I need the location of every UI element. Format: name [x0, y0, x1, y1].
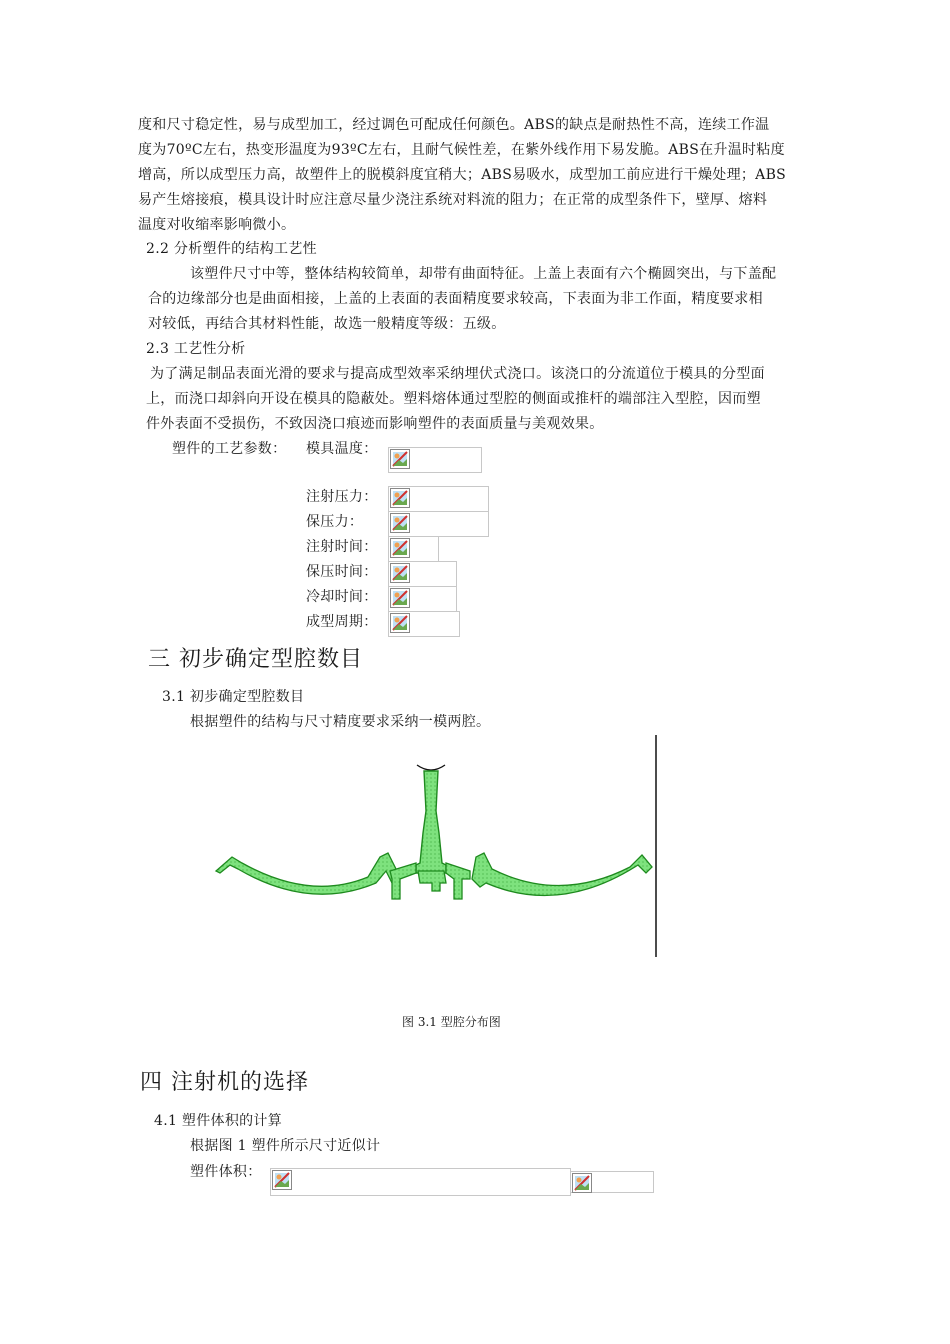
broken-image-placeholder	[388, 536, 439, 562]
cavity-layout-figure	[210, 733, 660, 959]
volume-label: 塑件体积：	[190, 1164, 262, 1180]
section-4-1-heading: 4.1 塑件体积的计算	[154, 1113, 283, 1129]
right-gate	[446, 863, 470, 899]
s23-line-2: 上，而浇口却斜向开设在模具的隐蔽处。塑料熔体通过型腔的侧面或推杆的端部注入型腔，因而塑	[146, 391, 761, 407]
broken-image-icon	[390, 449, 410, 469]
broken-image-icon	[390, 613, 410, 633]
broken-image-placeholder	[388, 486, 489, 512]
params-intro: 塑件的工艺参数：	[172, 441, 287, 457]
param-mold-temp-label: 模具温度：	[306, 441, 378, 457]
s23-line-3: 件外表面不受损伤，不致因浇口痕迹而影响塑件的表面质量与美观效果。	[146, 416, 604, 432]
param-inj-pressure-label: 注射压力：	[306, 489, 378, 505]
intro-line-1: 度和尺寸稳定性，易与成型加工，经过调色可配成任何颜色。ABS的缺点是耐热性不高，连续工作温	[138, 117, 770, 133]
broken-image-icon	[572, 1173, 592, 1193]
s22-line-3: 对较低，再结合其材料性能，故选一般精度等级：五级。	[148, 316, 506, 332]
broken-image-icon	[390, 588, 410, 608]
param-cool-time-label: 冷却时间：	[306, 589, 378, 605]
param-hold-time-label: 保压时间：	[306, 564, 378, 580]
chapter-4-title: 四 注射机的选择	[140, 1070, 309, 1095]
broken-image-icon	[390, 563, 410, 583]
broken-image-placeholder	[388, 586, 457, 612]
s22-line-1: 该塑件尺寸中等，整体结构较简单，却带有曲面特征。上盖上表面有六个椭圆突出，与下盖配	[190, 266, 777, 282]
broken-image-icon	[390, 513, 410, 533]
section-2-2-heading: 2.2 分析塑件的结构工艺性	[146, 241, 317, 257]
intro-line-5: 温度对收缩率影响微小。	[138, 217, 296, 233]
broken-image-icon	[390, 488, 410, 508]
section-2-3-heading: 2.3 工艺性分析	[146, 341, 246, 357]
center-block	[418, 871, 446, 891]
sprue-arc	[417, 765, 445, 770]
broken-image-placeholder	[270, 1168, 571, 1196]
broken-image-icon	[390, 538, 410, 558]
right-cavity	[472, 853, 652, 895]
sprue-runner	[416, 771, 446, 873]
broken-image-placeholder	[388, 447, 482, 473]
s23-line-1: 为了满足制品表面光滑的要求与提高成型效率采纳埋伏式浇口。该浇口的分流道位于模具的分型面	[150, 366, 765, 382]
figure-caption: 图 3.1 型腔分布图	[402, 1015, 501, 1029]
param-inj-time-label: 注射时间：	[306, 539, 378, 555]
left-cavity	[216, 853, 398, 894]
chapter-3-title: 三 初步确定型腔数目	[148, 647, 363, 672]
s22-line-2: 合的边缘部分也是曲面相接，上盖的上表面的表面精度要求较高，下表面为非工作面，精度要求相	[148, 291, 763, 307]
intro-line-4: 易产生熔接痕，模具设计时应注意尽量少浇注系统对料流的阻力；在正常的成型条件下，壁厚、熔料	[138, 192, 768, 208]
param-hold-pressure-label: 保压力：	[306, 514, 364, 530]
broken-image-icon	[272, 1170, 292, 1190]
section-3-1-heading: 3.1 初步确定型腔数目	[162, 689, 305, 705]
param-cycle-label: 成型周期：	[306, 614, 378, 630]
intro-line-2: 度为70ºC左右，热变形温度为93ºC左右，且耐气候性差，在紫外线作用下易发脆。ABS在升温时粘度	[138, 142, 785, 158]
broken-image-placeholder	[570, 1171, 654, 1193]
broken-image-placeholder	[388, 561, 457, 587]
ch4-line: 根据图 1 塑件所示尺寸近似计	[190, 1138, 381, 1154]
ch3-line: 根据塑件的结构与尺寸精度要求采纳一模两腔。	[190, 714, 491, 730]
broken-image-placeholder	[388, 611, 460, 637]
intro-line-3: 增高，所以成型压力高，故塑件上的脱模斜度宜稍大；ABS易吸水，成型加工前应进行干燥处理；ABS	[138, 167, 787, 183]
broken-image-placeholder	[388, 511, 489, 537]
